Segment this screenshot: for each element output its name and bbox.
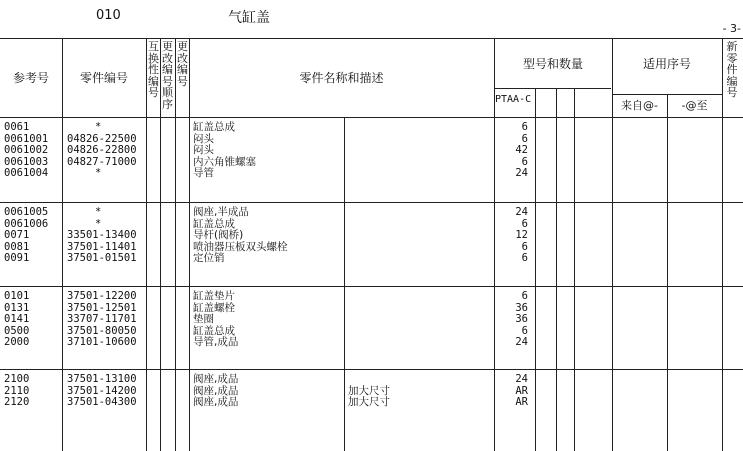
- ref-number: 0081: [4, 240, 30, 253]
- ref-number: 2000: [4, 336, 30, 349]
- ref-number: 0061005: [4, 206, 49, 218]
- col-header-change-no: [176, 41, 189, 87]
- col-header-to: -@至: [681, 99, 708, 112]
- quantity: 42: [515, 144, 528, 157]
- quantity: AR: [515, 384, 528, 397]
- col-rule: [667, 94, 668, 451]
- col-rule: [175, 38, 176, 451]
- header-char: 号: [177, 74, 188, 88]
- group-divider: [0, 202, 743, 203]
- part-number: 33707-11701: [67, 313, 137, 326]
- part-number: 37501-01501: [67, 252, 137, 265]
- part-number: *: [95, 121, 102, 133]
- col-header-part-no: 零件编号: [79, 71, 128, 85]
- page-title: 气缸盖: [228, 10, 270, 26]
- quantity: 24: [515, 336, 528, 349]
- header-char: 件: [726, 63, 738, 76]
- ref-number: 0061004: [4, 167, 49, 180]
- quantity: 36: [515, 301, 528, 314]
- col-rule: [574, 88, 575, 451]
- ref-number: 2110: [4, 384, 30, 397]
- ref-number: 0061003: [4, 155, 49, 168]
- col-header-new-part: [724, 41, 740, 99]
- quantity: 12: [515, 229, 528, 242]
- catalog-section-code: 010: [96, 8, 121, 23]
- col-header-ref: 参考号: [12, 71, 49, 85]
- col-rule: [344, 117, 345, 451]
- header-char: 新: [726, 40, 738, 53]
- ref-number: 0141: [4, 313, 30, 326]
- quantity: 6: [521, 324, 528, 337]
- ref-number: 0061006: [4, 217, 49, 230]
- header-char: 顺: [162, 86, 173, 99]
- header-char: 更: [162, 40, 173, 53]
- model-sub-rule: [494, 88, 611, 89]
- part-number: 37501-04300: [67, 396, 137, 409]
- page-number: - 3-: [722, 22, 741, 35]
- part-number: 37501-14200: [67, 384, 137, 397]
- table-header-rule: [0, 117, 743, 118]
- col-rule: [535, 88, 536, 451]
- col-header-applicable: 适用序号: [642, 57, 691, 71]
- part-name: 缸盖总成: [193, 217, 235, 230]
- col-rule: [722, 38, 723, 451]
- header-char: 编: [162, 63, 173, 76]
- col-rule: [146, 38, 147, 451]
- part-number: *: [95, 206, 102, 218]
- header-char: 编: [726, 74, 738, 88]
- quantity: 36: [515, 313, 528, 326]
- part-name: 缸盖垫片: [193, 290, 235, 302]
- quantity: AR: [515, 396, 528, 409]
- part-number: 37501-13100: [67, 373, 137, 385]
- ref-number: 2100: [4, 373, 30, 385]
- col-header-interchange: [147, 41, 160, 99]
- part-number: 04826-22800: [67, 144, 137, 157]
- ref-number: 0500: [4, 324, 30, 337]
- col-header-model-qty: 型号和数量: [522, 57, 583, 71]
- quantity: 6: [521, 240, 528, 253]
- part-name: 阀座,半成品: [193, 206, 249, 218]
- ref-number: 0091: [4, 252, 30, 265]
- part-number: *: [95, 217, 102, 230]
- part-number: 04826-22500: [67, 132, 137, 145]
- col-header-model: PTAA-C: [495, 94, 532, 105]
- ref-number: 0061001: [4, 132, 49, 145]
- quantity: 6: [521, 132, 528, 145]
- header-char: 号: [162, 74, 173, 88]
- header-char: 号: [726, 86, 738, 99]
- col-header-change-order: [161, 41, 174, 110]
- header-char: 编: [148, 74, 159, 88]
- part-note: 加大尺寸: [348, 396, 390, 409]
- col-rule: [556, 88, 557, 451]
- part-name: 内六角锥螺塞: [193, 155, 256, 168]
- ref-number: 0131: [4, 301, 30, 314]
- header-char: 改: [162, 51, 173, 65]
- part-number: 37501-12501: [67, 301, 137, 314]
- part-name: 阀座,成品: [193, 384, 239, 397]
- part-name: 导管: [193, 167, 214, 180]
- part-number: 04827-71000: [67, 155, 137, 168]
- quantity: 24: [515, 206, 528, 218]
- quantity: 24: [515, 167, 528, 180]
- quantity: 6: [521, 290, 528, 302]
- part-number: 37501-12200: [67, 290, 137, 302]
- part-note: 加大尺寸: [348, 384, 390, 397]
- quantity: 6: [521, 155, 528, 168]
- quantity: 6: [521, 121, 528, 133]
- ref-number: 0061: [4, 121, 30, 133]
- part-name: 定位销: [193, 252, 225, 265]
- header-char: 换: [148, 51, 159, 65]
- part-name: 垫圈: [193, 313, 214, 326]
- quantity: 6: [521, 217, 528, 230]
- part-name: 导管,成品: [193, 336, 239, 349]
- part-number: 37101-10600: [67, 336, 137, 349]
- part-name: 喷油器压板双头螺栓: [193, 240, 288, 253]
- col-rule: [189, 38, 190, 451]
- part-name: 缸盖总成: [193, 121, 235, 133]
- part-name: 缸盖总成: [193, 324, 235, 337]
- header-char: 序: [162, 97, 173, 111]
- header-char: 号: [148, 86, 159, 99]
- part-name: 缸盖螺栓: [193, 301, 235, 314]
- col-rule: [62, 38, 63, 451]
- part-name: 闷头: [193, 144, 214, 157]
- col-header-name-desc: 零件名称和描述: [299, 71, 384, 85]
- ref-number: 0061002: [4, 144, 49, 157]
- part-name: 导杆(阀桥): [193, 229, 244, 242]
- header-char: 更: [177, 40, 188, 53]
- part-number: 33501-13400: [67, 229, 137, 242]
- col-header-from: 来自@-: [621, 99, 658, 112]
- table-top-rule: [0, 38, 743, 39]
- quantity: 6: [521, 252, 528, 265]
- ref-number: 0071: [4, 229, 30, 242]
- part-number: 37501-80050: [67, 324, 137, 337]
- quantity: 24: [515, 373, 528, 385]
- part-number: 37501-11401: [67, 240, 137, 253]
- header-char: 零: [726, 51, 738, 65]
- header-char: 编: [177, 63, 188, 76]
- header-char: 性: [148, 63, 159, 76]
- group-divider: [0, 369, 743, 370]
- header-char: 互: [148, 40, 159, 53]
- part-number: *: [95, 167, 102, 180]
- part-name: 阀座,成品: [193, 396, 239, 409]
- header-char: 改: [177, 51, 188, 65]
- part-name: 阀座,成品: [193, 373, 239, 385]
- ref-number: 2120: [4, 396, 30, 409]
- part-name: 闷头: [193, 132, 214, 145]
- group-divider: [0, 286, 743, 287]
- ref-number: 0101: [4, 290, 30, 302]
